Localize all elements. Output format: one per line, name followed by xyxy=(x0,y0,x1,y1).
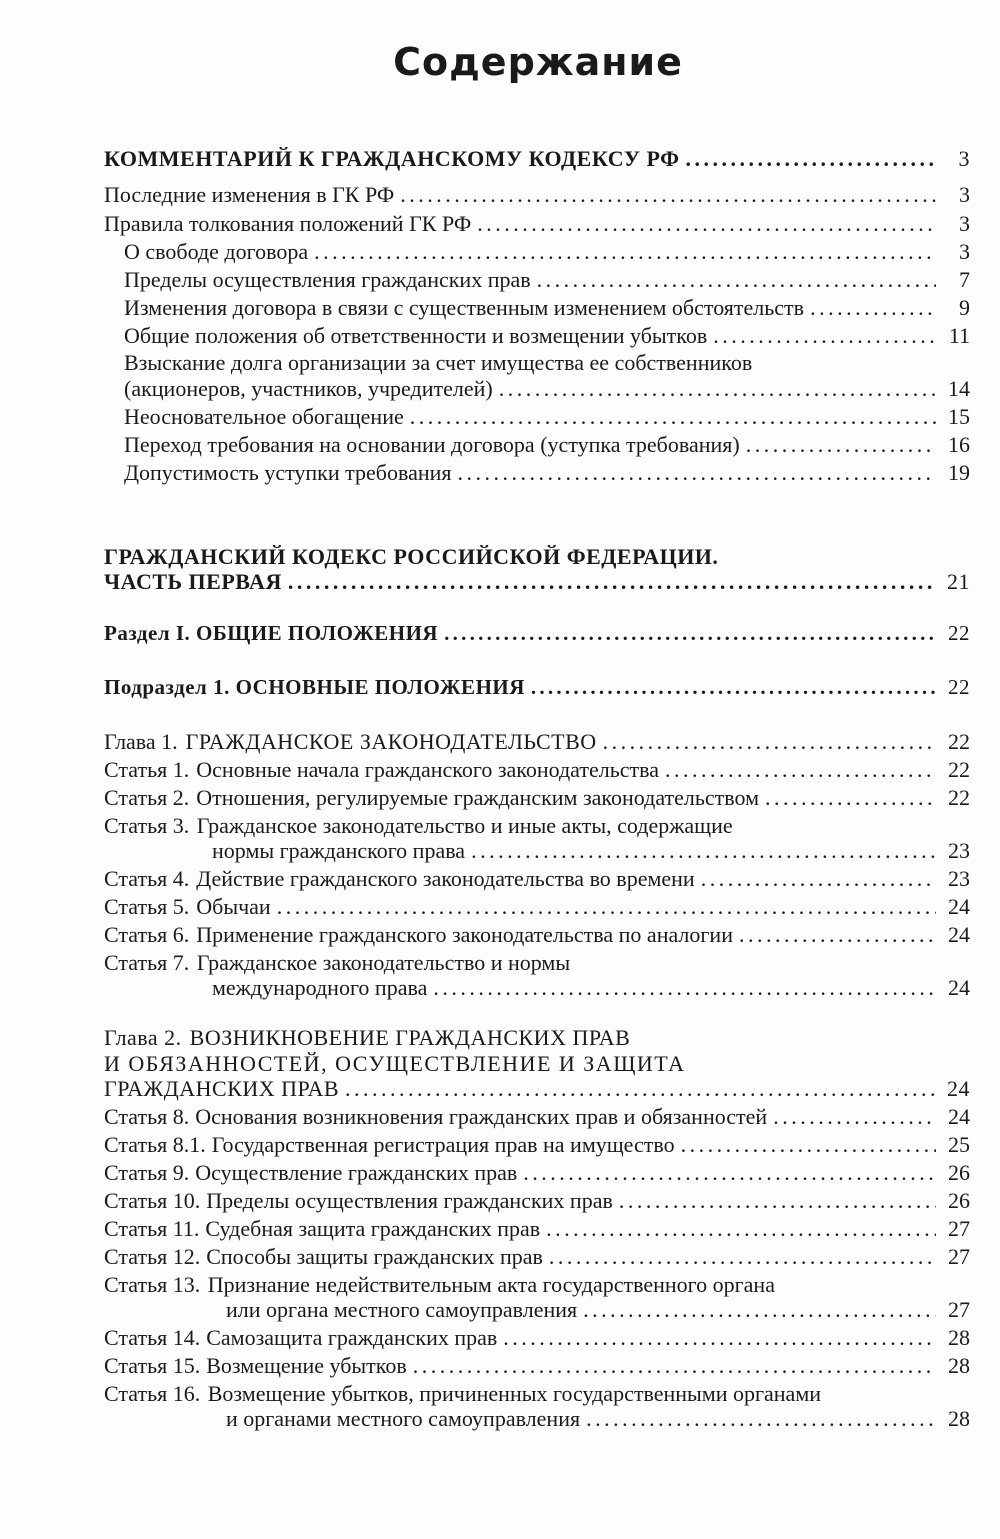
dot-leader xyxy=(458,460,936,486)
toc-entry-article-line1 xyxy=(104,1381,821,1407)
toc-entry-section[interactable] xyxy=(104,621,970,646)
toc-entry-text: Последние изменения в ГК РФ xyxy=(104,182,395,207)
dot-leader xyxy=(685,146,936,172)
chapter-label: Глава 2. xyxy=(104,1025,182,1050)
toc-entry-text: нормы гражданского права xyxy=(212,838,466,863)
toc-page-number: 14 xyxy=(948,376,970,401)
toc-page-number: 24 xyxy=(948,922,970,947)
toc-entry[interactable] xyxy=(124,323,970,349)
toc-page-number: 22 xyxy=(948,621,970,645)
toc-page-number: 28 xyxy=(948,1406,970,1431)
dot-leader xyxy=(345,1076,936,1102)
dot-leader xyxy=(586,1406,936,1432)
toc-entry-text: Самозащита гражданских прав xyxy=(206,1325,498,1350)
article-number: Статья 13. xyxy=(104,1272,201,1297)
dot-leader xyxy=(523,1160,936,1186)
article-number: Статья 12. xyxy=(104,1244,201,1269)
toc-entry-article[interactable] xyxy=(104,1160,970,1186)
toc-entry-article[interactable] xyxy=(104,894,970,920)
toc-entry-text: Гражданское законодательство и иные акты, содержащие xyxy=(196,813,733,838)
article-number: Статья 4. xyxy=(104,866,190,891)
toc-entry[interactable] xyxy=(124,295,970,321)
toc-entry[interactable] xyxy=(124,460,970,486)
toc-entry[interactable] xyxy=(124,432,970,458)
toc-page-number: 19 xyxy=(948,460,970,485)
dot-leader xyxy=(471,838,936,864)
dot-leader xyxy=(681,1132,936,1158)
chapter-2-line2: И ОБЯЗАННОСТЕЙ, ОСУЩЕСТВЛЕНИЕ И ЗАЩИТА xyxy=(104,1051,686,1076)
toc-entry-text: Возмещение убытков xyxy=(206,1353,407,1378)
toc-entry-text: Гражданское законодательство и нормы xyxy=(196,950,571,975)
toc-page-number: 23 xyxy=(948,838,970,863)
toc-entry-text: (акционеров, участников, учредителей) xyxy=(124,376,493,401)
toc-entry-text: Осуществление гражданских прав xyxy=(195,1160,518,1185)
article-number: Статья 3. xyxy=(104,813,190,838)
toc-entry-text: и органами местного самоуправления xyxy=(226,1406,581,1431)
toc-page-number: 7 xyxy=(959,267,970,292)
dot-leader xyxy=(314,239,936,265)
article-number: Статья 8.1. xyxy=(104,1132,206,1157)
toc-entry-article-line1 xyxy=(104,1272,775,1298)
toc-entry-text: Государственная регистрация прав на имущество xyxy=(211,1132,675,1157)
toc-page-number: 21 xyxy=(947,569,970,594)
toc-page-number: 27 xyxy=(948,1244,970,1269)
toc-page-number: 3 xyxy=(959,211,970,236)
toc-entry-text: Подраздел 1. ОСНОВНЫЕ ПОЛОЖЕНИЯ xyxy=(104,675,525,699)
dot-leader xyxy=(773,1104,936,1130)
toc-entry-article[interactable] xyxy=(104,866,970,892)
toc-page-number: 3 xyxy=(958,146,970,171)
toc-page-number: 23 xyxy=(948,866,970,891)
dot-leader xyxy=(410,404,936,430)
toc-entry-article[interactable] xyxy=(226,1406,970,1432)
toc-entry-text: Возмещение убытков, причиненных государственными органами xyxy=(207,1381,822,1406)
toc-page-number: 27 xyxy=(948,1216,970,1241)
dot-leader xyxy=(619,1188,936,1214)
dot-leader xyxy=(537,267,936,293)
toc-entry[interactable] xyxy=(104,211,970,237)
toc-entry-text: ГРАЖДАНСКИХ ПРАВ xyxy=(104,1076,340,1101)
toc-entry-article[interactable] xyxy=(104,922,970,948)
page-title: Содержание xyxy=(393,40,683,84)
toc-entry-text-line1: Взыскание долга организации за счет имущества ее собственников xyxy=(124,350,753,375)
toc-entry-article[interactable] xyxy=(104,1353,970,1379)
toc-page-number: 22 xyxy=(948,729,970,754)
toc-page-number: 24 xyxy=(947,1076,970,1101)
toc-entry-article[interactable] xyxy=(212,838,970,864)
dot-leader xyxy=(746,432,936,458)
toc-entry[interactable] xyxy=(124,376,970,402)
toc-page-number: 11 xyxy=(948,323,970,348)
article-number: Статья 10. xyxy=(104,1188,201,1213)
article-number: Статья 7. xyxy=(104,950,190,975)
article-number: Статья 14. xyxy=(104,1325,201,1350)
toc-page-number: 25 xyxy=(948,1132,970,1157)
toc-entry-text: Отношения, регулируемые гражданским законодательством xyxy=(196,785,760,810)
toc-entry-article[interactable] xyxy=(212,975,970,1001)
article-number: Статья 11. xyxy=(104,1216,200,1241)
chapter-2-line1 xyxy=(104,1025,630,1051)
toc-entry-text: Пределы осуществления гражданских прав xyxy=(206,1188,613,1213)
toc-entry-text: Раздел I. ОБЩИЕ ПОЛОЖЕНИЯ xyxy=(104,621,439,645)
article-number: Статья 9. xyxy=(104,1160,190,1185)
dot-leader xyxy=(765,785,936,811)
toc-entry-subsection[interactable] xyxy=(104,675,970,700)
dot-leader xyxy=(531,675,936,700)
dot-leader xyxy=(433,975,936,1001)
toc-entry-text: ВОЗНИКНОВЕНИЕ ГРАЖДАНСКИХ ПРАВ xyxy=(189,1025,631,1050)
toc-entry-article-line1 xyxy=(104,950,570,976)
toc-page-number: 24 xyxy=(948,1104,970,1129)
toc-entry-text: КОММЕНТАРИЙ К ГРАЖДАНСКОМУ КОДЕКСУ РФ xyxy=(104,146,680,171)
toc-entry-text: Применение гражданского законодательства по аналогии xyxy=(196,922,733,947)
dot-leader xyxy=(713,323,936,349)
dot-leader xyxy=(277,894,936,920)
toc-entry-article-line1 xyxy=(104,813,733,839)
toc-entry-text: Основания возникновения гражданских прав и обязанностей xyxy=(195,1104,768,1129)
dot-leader xyxy=(549,1244,936,1270)
toc-page-number: 15 xyxy=(948,404,970,429)
toc-entry-text: Правила толкования положений ГК РФ xyxy=(104,211,472,236)
dot-leader xyxy=(739,922,936,948)
toc-page-number: 22 xyxy=(948,675,970,699)
toc-entry-text: Неосновательное обогащение xyxy=(124,404,404,429)
toc-entry-article[interactable] xyxy=(104,1132,970,1158)
toc-entry-text: Изменения договора в связи с существенным изменением обстоятельств xyxy=(124,295,805,320)
article-number: Статья 8. xyxy=(104,1104,190,1129)
toc-page-number: 24 xyxy=(948,894,970,919)
toc-page-number: 28 xyxy=(948,1353,970,1378)
toc-entry-article[interactable] xyxy=(104,757,970,783)
toc-entry-text: О свободе договора xyxy=(124,239,309,264)
toc-entry-text: Признание недействительным акта государственного органа xyxy=(207,1272,775,1297)
article-number: Статья 5. xyxy=(104,894,190,919)
toc-entry-text: ЧАСТЬ ПЕРВАЯ xyxy=(104,569,282,594)
toc-page-number: 26 xyxy=(948,1160,970,1185)
dot-leader xyxy=(413,1353,936,1379)
toc-entry-commentary[interactable] xyxy=(104,146,970,172)
toc-entry-text: или органа местного самоуправления xyxy=(226,1297,578,1322)
toc-entry[interactable] xyxy=(124,239,970,265)
dot-leader xyxy=(701,866,936,892)
toc-page-number: 24 xyxy=(948,975,970,1000)
dot-leader xyxy=(477,211,936,237)
dot-leader xyxy=(503,1325,936,1351)
toc-entry-article[interactable] xyxy=(104,1325,970,1351)
toc-entry-article[interactable] xyxy=(104,1216,970,1242)
toc-entry-article[interactable] xyxy=(104,1244,970,1270)
toc-entry-text: Судебная защита гражданских прав xyxy=(205,1216,541,1241)
toc-entry[interactable] xyxy=(104,182,970,208)
toc-entry-chapter-1[interactable] xyxy=(104,729,970,755)
article-number: Статья 15. xyxy=(104,1353,201,1378)
toc-entry-article[interactable] xyxy=(104,1104,970,1130)
toc-page-number: 28 xyxy=(948,1325,970,1350)
toc-entry-text: Переход требования на основании договора (уступка требования) xyxy=(124,432,740,457)
dot-leader xyxy=(444,621,936,646)
toc-entry-chapter-2[interactable] xyxy=(104,1076,970,1102)
dot-leader xyxy=(546,1216,936,1242)
dot-leader xyxy=(583,1297,936,1323)
toc-entry-article[interactable] xyxy=(104,1188,970,1214)
article-number: Статья 1. xyxy=(104,757,190,782)
chapter-label: Глава 1. xyxy=(104,729,178,754)
toc-page-number: 22 xyxy=(948,785,970,810)
dot-leader xyxy=(400,182,936,208)
dot-leader xyxy=(810,295,936,321)
toc-entry[interactable] xyxy=(124,404,970,430)
toc-entry-text: Основные начала гражданского законодательства xyxy=(196,757,660,782)
toc-page-number: 16 xyxy=(948,432,970,457)
toc-entry-text: ГРАЖДАНСКОЕ ЗАКОНОДАТЕЛЬСТВО xyxy=(185,729,597,754)
dot-leader xyxy=(665,757,936,783)
dot-leader xyxy=(499,376,936,402)
toc-page-number: 3 xyxy=(959,239,970,264)
article-number: Статья 6. xyxy=(104,922,190,947)
toc-entry-code-title[interactable] xyxy=(104,569,970,595)
toc-page-number: 9 xyxy=(959,295,970,320)
article-number: Статья 16. xyxy=(104,1381,201,1406)
dot-leader xyxy=(288,569,936,595)
article-number: Статья 2. xyxy=(104,785,190,810)
toc-entry-text: Обычаи xyxy=(196,894,271,919)
code-title-line1: ГРАЖДАНСКИЙ КОДЕКС РОССИЙСКОЙ ФЕДЕРАЦИИ. xyxy=(104,544,719,569)
toc-entry-text: Допустимость уступки требования xyxy=(124,460,452,485)
toc-entry-text: Действие гражданского законодательства во времени xyxy=(196,866,695,891)
dot-leader xyxy=(603,729,936,755)
toc-page-number: 3 xyxy=(959,182,970,207)
toc-entry-text: Способы защиты гражданских прав xyxy=(206,1244,543,1269)
toc-entry-text: Общие положения об ответственности и возмещении убытков xyxy=(124,323,708,348)
toc-entry-article[interactable] xyxy=(104,785,970,811)
toc-page-number: 26 xyxy=(948,1188,970,1213)
toc-entry-text: Пределы осуществления гражданских прав xyxy=(124,267,531,292)
toc-entry-text: международного права xyxy=(212,975,428,1000)
toc-page-number: 22 xyxy=(948,757,970,782)
toc-entry[interactable] xyxy=(124,267,970,293)
toc-page-number: 27 xyxy=(948,1297,970,1322)
toc-entry-article[interactable] xyxy=(226,1297,970,1323)
